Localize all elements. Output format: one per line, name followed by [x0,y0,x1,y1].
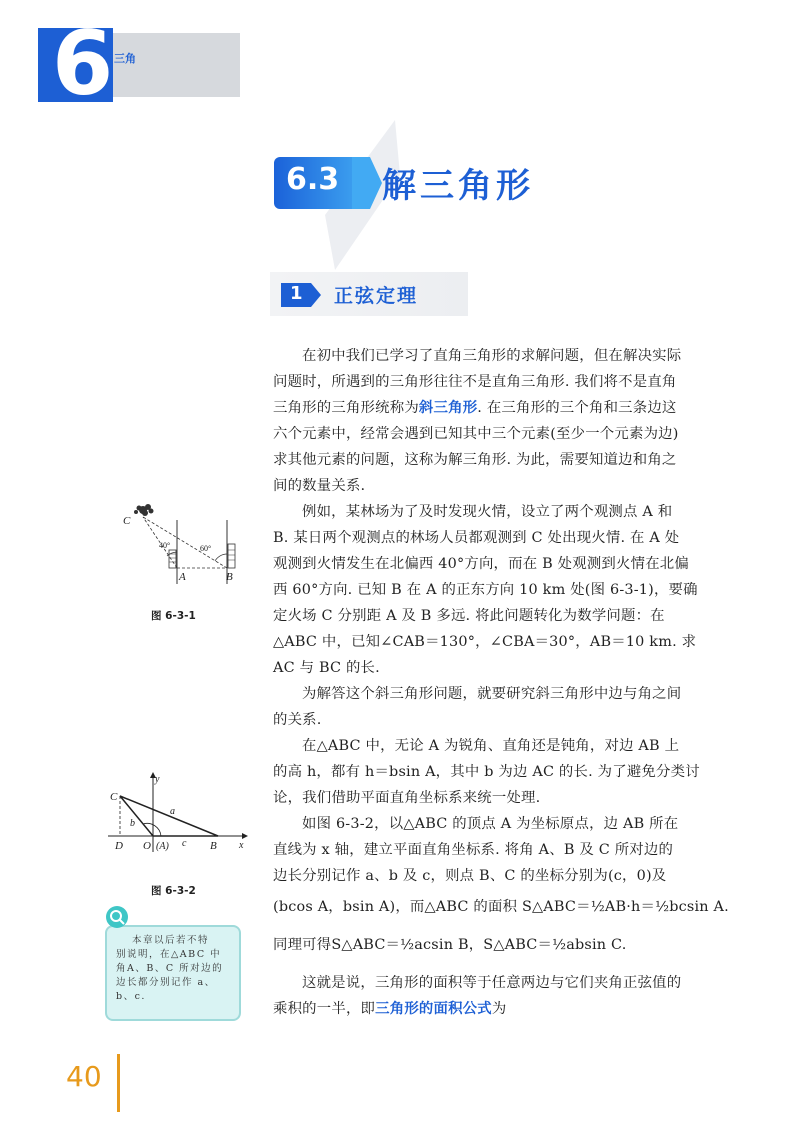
magnifier-glyph [106,906,128,928]
paragraph-line: 直线为 x 轴，建立平面直角坐标系. 将角 A、B 及 C 所对边的 [273,842,674,858]
page-number: 40 [66,1060,102,1093]
paragraph-line: 的高 h，都有 h＝bsin A，其中 b 为边 AC 的长. 为了避免分类讨 [273,764,700,780]
paragraph-line: △ABC 中，已知∠CAB＝130°，∠CBA＝30°，AB＝10 km. 求 [273,634,697,650]
section-box-arrow [352,157,382,209]
fig2-label-oa: (A) [156,841,169,852]
subsection-arrow [311,283,321,307]
section-number: 6.3 [286,162,340,197]
paragraph-line: 边长分别记作 a、b 及 c，则点 B、C 的坐标分别为(c，0)及 [273,868,667,884]
subsection-number: 1 [290,283,303,304]
figure-6-3-2-caption: 图 6-3-2 [151,885,196,897]
tower-icon-b [228,544,235,568]
paragraph-line: 如图 6-3-2，以△ABC 的顶点 A 为坐标原点，边 AB 所在 [302,816,679,832]
footer-bar [117,1054,120,1112]
fig2-label-c: C [110,791,118,803]
fig2-label-b: B [210,840,217,852]
paragraph-line: 这就是说，三角形的面积等于任意两边与它们夹角正弦值的 [302,975,682,991]
paragraph-line: 的关系. [273,712,322,728]
term-area-formula: 三角形的面积公式 [375,1001,492,1017]
term-oblique-triangle: 斜三角形 [418,400,478,416]
paragraph-line: 西 60°方向. 已知 B 在 A 的正东方向 10 km 处(图 6-3-1)，要确 [273,582,698,598]
paragraph-line: 六个元素中，经常会遇到已知其中三个元素(至少一个元素为边) [273,426,679,442]
paragraph-line: 乘积的一半，即三角形的面积公式为 [273,1001,507,1017]
fig1-label-b: B [226,571,233,583]
paragraph-line: 三角形的三角形统称为斜三角形. 在三角形的三个角和三条边这 [273,400,677,416]
chapter-label: 三角 [114,52,136,65]
fig1-label-a: A [179,571,186,583]
fig2-side-a: a [170,806,175,817]
figure-6-3-1 [115,500,250,590]
paragraph-line: AC 与 BC 的长. [273,660,380,676]
paragraph-line: 间的数量关系. [273,478,366,494]
magnifier-icon [106,906,128,928]
formula-area-line: (bcos A，bsin A)，而△ABC 的面积 S△ABC＝½AB·h＝½bcsin A. [273,899,729,915]
section-title: 解三角形 [382,166,534,206]
figure-6-3-2 [100,770,250,855]
fire-icon [134,504,154,516]
paragraph-line: 在初中我们已学习了直角三角形的求解问题，但在解决实际 [302,348,682,364]
formula-area-line: 同理可得S△ABC＝½acsin B，S△ABC＝½absin C. [273,937,627,953]
paragraph-line: 求其他元素的问题，这称为解三角形. 为此，需要知道边和角之 [273,452,677,468]
paragraph-line: B. 某日两个观测点的林场人员都观测到 C 处出现火情. 在 A 处 [273,530,680,546]
paragraph-line: 为解答这个斜三角形问题，就要研究斜三角形中边与角之间 [302,686,682,702]
paragraph-line: 问题时，所遇到的三角形往往不是直角三角形. 我们将不是直角 [273,374,677,390]
fig2-side-c: c [182,838,187,849]
fig2-label-d: D [115,840,123,852]
paragraph-line: 论，我们借助平面直角坐标系来统一处理. [273,790,541,806]
fig2-label-x: x [239,840,244,851]
chapter-number: 6 [52,12,110,115]
subsection-title: 正弦定理 [334,285,419,307]
paragraph-line: 在△ABC 中，无论 A 为锐角、直角还是钝角，对边 AB 上 [302,738,680,754]
fig1-angle-a: 40° [159,541,171,550]
fig1-label-c: C [123,515,131,527]
paragraph-line: 定火场 C 分别距 A 及 B 多远. 将此问题转化为数学问题：在 [273,608,665,624]
fig2-label-o: O [143,840,151,852]
paragraph-line: 观测到火情发生在北偏西 40°方向，而在 B 处观测到火情在北偏 [273,556,689,572]
paragraph-line: 例如，某林场为了及时发现火情，设立了两个观测点 A 和 [302,504,673,520]
fig1-angle-b: 60° [200,544,212,553]
fig2-side-b: b [130,818,135,829]
figure-6-3-1-caption: 图 6-3-1 [151,610,196,622]
side-note-text: 本章以后若不特 别说明，在△ABC 中 角A、B、C 所对边的 边长都分别记作 a、 b、c. [116,935,224,1002]
fig2-label-y: y [155,774,160,785]
